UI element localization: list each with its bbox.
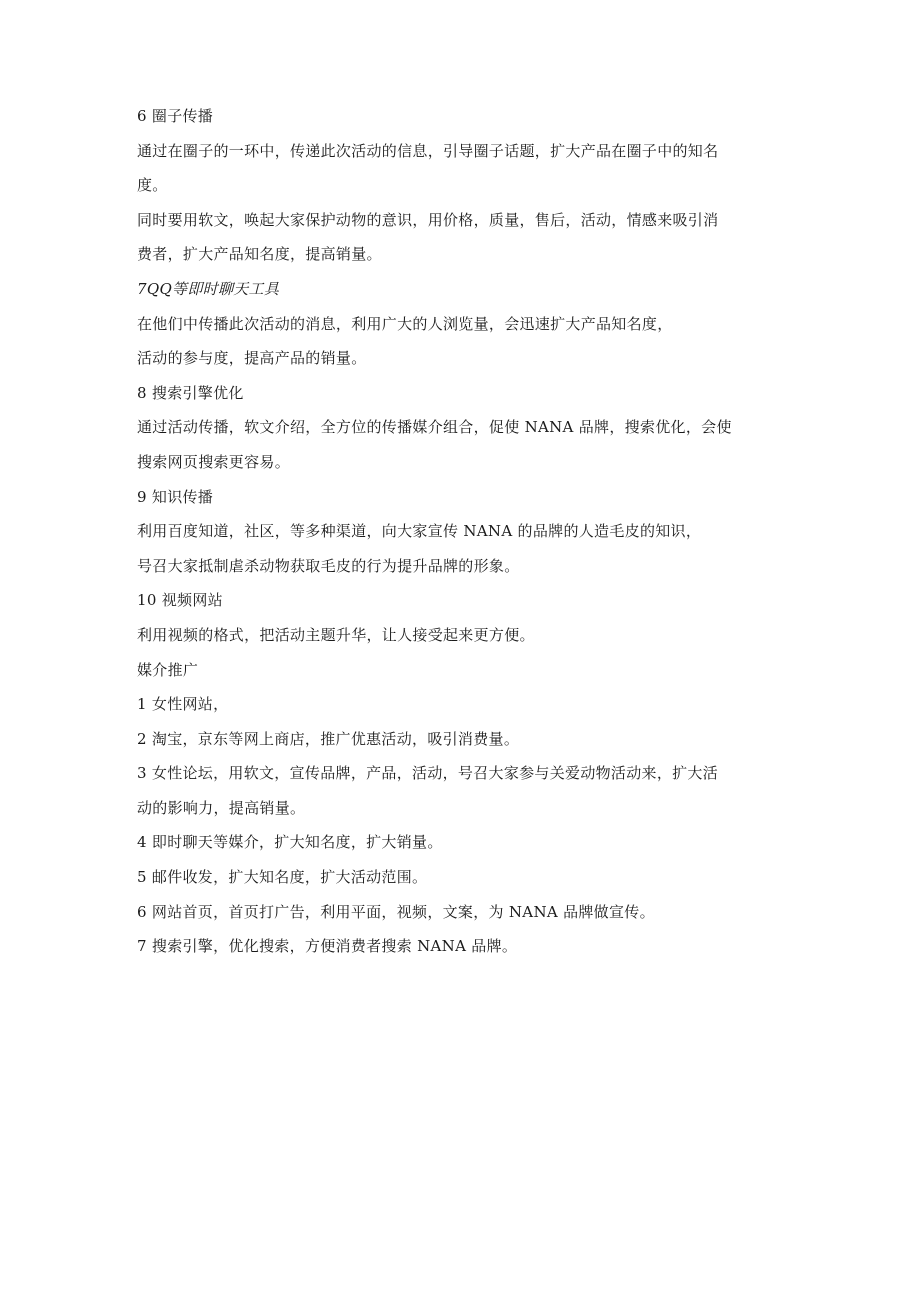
heading-media-promotion: 媒介推广 — [137, 660, 199, 679]
list-item: 7 搜索引擎，优化搜索，方便消费者搜索 NANA 品牌。 — [137, 937, 518, 956]
paragraph-line: 通过在圈子的一环中，传递此次活动的信息，引导圈子话题，扩大产品在圈子中的知名 — [137, 141, 719, 160]
list-item: 1 女性网站， — [137, 695, 229, 714]
paragraph-line: 号召大家抵制虐杀动物获取毛皮的行为提升品牌的形象。 — [137, 556, 520, 575]
list-item: 4 即时聊天等媒介，扩大知名度，扩大销量。 — [137, 833, 443, 852]
heading-circle-spread: 6 圈子传播 — [137, 107, 214, 125]
paragraph-line: 利用视频的格式，把活动主题升华，让人接受起来更方便。 — [137, 625, 535, 644]
paragraph-line: 在他们中传播此次活动的消息，利用广大的人浏览量，会迅速扩大产品知名度， — [137, 314, 673, 333]
list-item-continuation: 动的影响力，提高销量。 — [137, 798, 306, 817]
paragraph-line: 搜索网页搜索更容易。 — [137, 452, 291, 471]
paragraph-line: 通过活动传播，软文介绍，全方位的传播媒介组合，促使 NANA 品牌，搜索优化，会使 — [137, 418, 732, 437]
heading-search-optimization: 8 搜索引擎优化 — [137, 383, 244, 402]
paragraph-line: 度。 — [137, 176, 168, 195]
paragraph-line: 活动的参与度，提高产品的销量。 — [137, 349, 367, 368]
list-item: 6 网站首页，首页打广告，利用平面，视频，文案，为 NANA 品牌做宣传。 — [137, 902, 655, 921]
heading-knowledge-spread: 9 知识传播 — [137, 487, 214, 506]
paragraph-line: 费者，扩大产品知名度，提高销量。 — [137, 245, 382, 264]
heading-instant-messaging: 7QQ等即时聊天工具 — [137, 279, 280, 298]
paragraph-line: 利用百度知道，社区，等多种渠道，向大家宣传 NANA 的品牌的人造毛皮的知识， — [137, 522, 702, 541]
list-item: 3 女性论坛，用软文，宣传品牌，产品，活动，号召大家参与关爱动物活动来，扩大活 — [137, 764, 719, 783]
document-body — [137, 104, 797, 969]
heading-video-sites: 10 视频网站 — [137, 591, 223, 610]
list-item: 5 邮件收发，扩大知名度，扩大活动范围。 — [137, 868, 428, 887]
paragraph-line: 同时要用软文，唤起大家保护动物的意识，用价格，质量，售后，活动，情感来吸引消 — [137, 210, 719, 229]
list-item: 2 淘宝，京东等网上商店，推广优惠活动，吸引消费量。 — [137, 729, 520, 748]
